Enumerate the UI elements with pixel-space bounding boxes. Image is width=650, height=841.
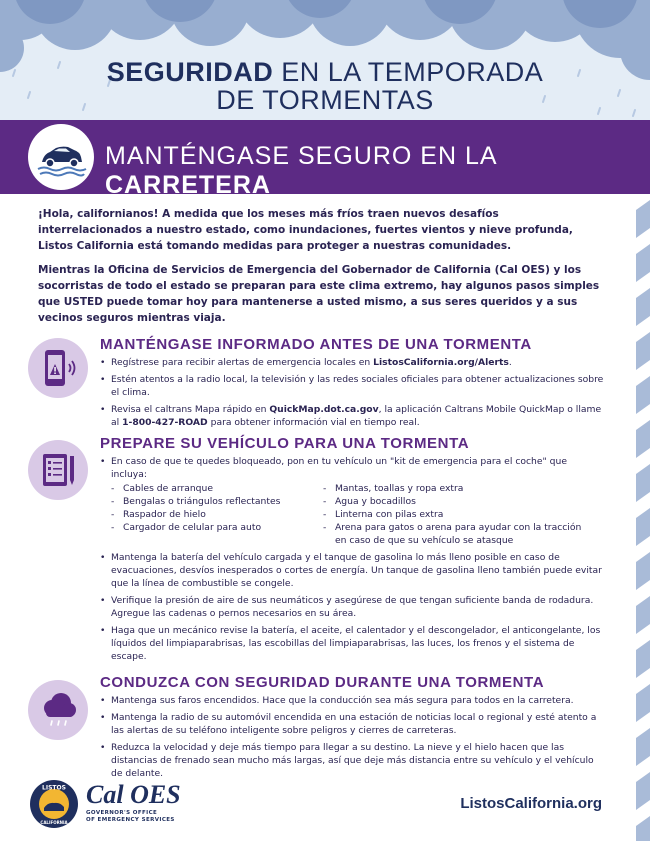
section-drive-safely xyxy=(100,674,605,784)
kit-item: - Bengalas o triángulos reflectantes xyxy=(111,495,319,508)
listos-logo-subtext: CALIFORNIA xyxy=(40,820,68,825)
title-line-2: DE TORMENTAS xyxy=(216,85,434,115)
list-item: • Haga que un mecánico revise la batería, el aceite, el calentador y el descongelador, el anticongelante, los líquidos del limpiaparabrisas, las escobillas del limpiaparabrisas, las luces, los frenos y el sistema de escape. xyxy=(100,624,605,663)
kit-item: - Mantas, toallas y ropa extra xyxy=(323,482,593,495)
intro-paragraph-2: Mientras la Oficina de Servicios de Emergencia del Gobernador de California (Cal OES) y los socorristas de todo el estado se preparan para este clima extremo, hay algunos pasos simples que USTED puede tomar hoy para mantenerse a usted mismo, a sus seres queridos y a sus vecinos seguros mientras viaja. xyxy=(38,264,600,324)
alerts-link[interactable]: ListosCalifornia.org/Alerts xyxy=(373,357,509,368)
title-line-1 xyxy=(107,57,544,87)
listos-logo-text: LISTOS xyxy=(42,784,66,792)
kit-item: - Linterna con pilas extra xyxy=(323,508,593,521)
website-link[interactable]: ListosCalifornia.org xyxy=(460,795,602,812)
title-rest: EN LA TEMPORADA xyxy=(273,57,544,87)
cal-oes-logo: Cal OES xyxy=(86,780,181,809)
list-item: • Estén atentos a la radio local, la televisión y las redes sociales oficiales para obtener actualizaciones sobre el clima. xyxy=(100,373,605,399)
item-text: Revisa el caltrans Mapa rápido en xyxy=(111,404,270,415)
phone-alert-icon xyxy=(28,338,88,398)
section-title-drive: CONDUZCA CON SEGURIDAD DURANTE UNA TORMENTA xyxy=(100,674,545,691)
prepare-list xyxy=(100,455,605,663)
drive-list xyxy=(100,694,605,780)
car-icon xyxy=(28,124,94,190)
list-item: • Mantenga la radio de su automóvil encendida en una estación de noticias local o regional y esté atento a las alertas de su teléfono inteligente sobre peligros y cierres de carreteras. xyxy=(100,711,605,737)
list-item: • Mantenga sus faros encendidos. Hace que la conducción sea más segura para todos en la carretera. xyxy=(100,694,605,707)
item-text: , la aplicación Caltrans Mobile QuickMap o llame al xyxy=(111,404,602,428)
intro-text xyxy=(38,206,603,334)
kit-item: - Cables de arranque xyxy=(111,482,319,495)
page-title xyxy=(0,58,650,114)
cal-oes-subtitle xyxy=(86,810,175,824)
emergency-kit-list xyxy=(111,482,605,547)
rain-cloud-icon xyxy=(28,680,88,740)
kit-item: - Agua y bocadillos xyxy=(323,495,593,508)
striped-edge xyxy=(628,194,650,841)
informed-list xyxy=(100,356,605,429)
item-text: para obtener información vial en tiempo real. xyxy=(207,417,420,428)
item-text: . xyxy=(508,357,512,368)
cal-oes-subtitle-line-1: GOVERNOR'S OFFICE xyxy=(86,810,158,816)
section-title-informed: MANTÉNGASE INFORMADO ANTES DE UNA TORMENTA xyxy=(100,336,532,353)
list-item: • Mantenga la batería del vehículo cargada y el tanque de gasolina lo más lleno posible en caso de evacuaciones, desvíos inesperados o cortes de energía. Un tanque de gasolina lleno también puede evitar que la línea de combustible se congele. xyxy=(100,551,605,590)
list-item: • Reduzca la velocidad y deje más tiempo para llegar a su destino. La nieve y el hielo hacen que las distancias de frenado sean mucho más largas, así que deje más distancia entre su vehículo y el vehículo de delante. xyxy=(100,741,605,780)
list-item xyxy=(100,356,605,369)
listos-california-logo xyxy=(30,780,78,828)
checklist-icon xyxy=(28,440,88,500)
cal-oes-subtitle-line-2: OF EMERGENCY SERVICES xyxy=(86,817,175,823)
section-prepare-vehicle xyxy=(100,435,605,667)
item-text: En caso de que te quedes bloqueado, pon en tu vehículo un "kit de emergencia para el coche" que incluya: xyxy=(111,456,567,480)
kit-item: - Cargador de celular para auto xyxy=(111,521,319,547)
storm-header xyxy=(0,0,650,120)
section-title-prepare: PREPARE SU VEHÍCULO PARA UNA TORMENTA xyxy=(100,435,470,452)
list-item xyxy=(100,403,605,429)
road-phone-number: 1-800-427-ROAD xyxy=(122,417,208,428)
banner-title xyxy=(105,142,650,200)
kit-item: - Arena para gatos o arena para ayudar con la tracción en caso de que su vehículo se atasque xyxy=(323,521,593,547)
banner-title-light: MANTÉNGASE SEGURO EN LA xyxy=(105,142,497,170)
list-item xyxy=(100,455,605,547)
banner-title-bold: CARRETERA xyxy=(105,171,271,199)
title-bold: SEGURIDAD xyxy=(106,57,274,87)
quickmap-link[interactable]: QuickMap.dot.ca.gov xyxy=(269,404,379,415)
list-item: • Verifique la presión de aire de sus neumáticos y asegúrese de que tengan suficiente banda de rodadura. Agregue las cadenas o pernos necesarios en su área. xyxy=(100,594,605,620)
item-text: Regístrese para recibir alertas de emergencia locales en xyxy=(111,357,374,368)
section-stay-informed xyxy=(100,336,605,433)
kit-item: - Raspador de hielo xyxy=(111,508,319,521)
intro-paragraph-1: ¡Hola, californianos! A medida que los meses más fríos traen nuevos desafíos interrelacionados a nuestro estado, como inundaciones, fuertes vientos y nieve profunda, Listos California está tomando medidas para proteger a nuestras comunidades. xyxy=(38,208,573,252)
